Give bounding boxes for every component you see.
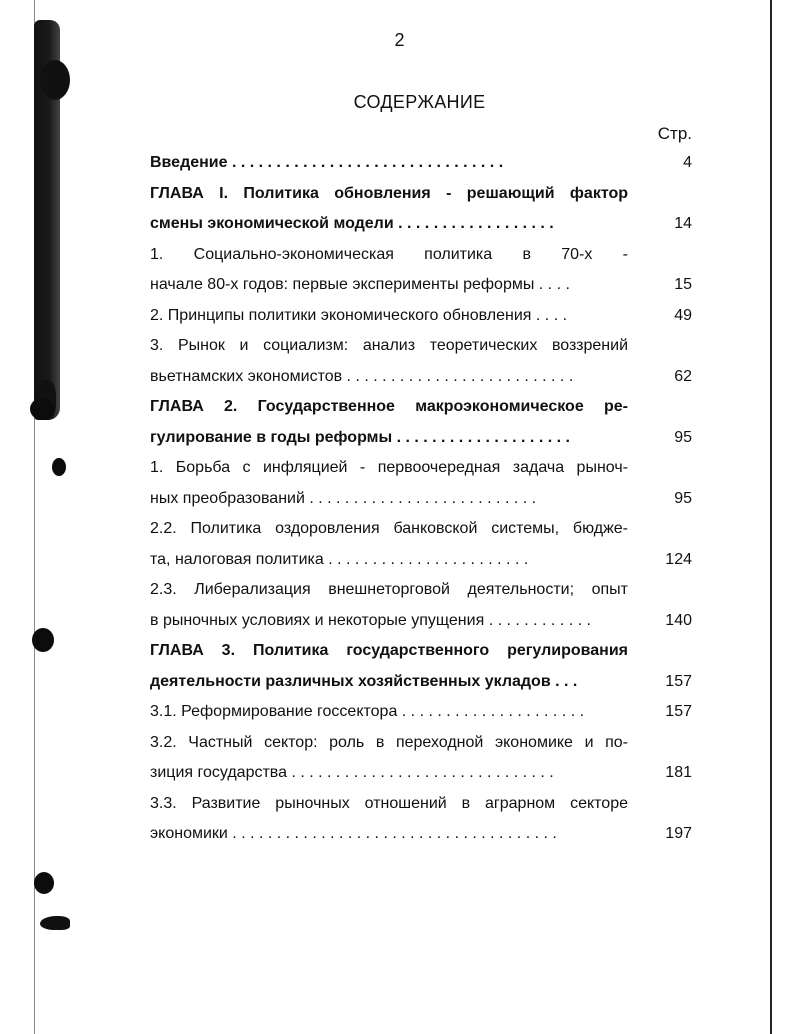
toc-entry (150, 789, 692, 850)
punch-hole (32, 628, 54, 652)
punch-hole (30, 398, 54, 420)
toc-page-number: 15 (674, 270, 692, 301)
toc-entry (150, 240, 692, 301)
ink-spot (52, 458, 66, 476)
toc-entry (150, 453, 692, 514)
toc-page-number: 95 (674, 423, 692, 454)
toc-entry-line: экономики . . . . . . . . . . . . . . . . . . . . . . . . . . . . . . . . . . . . . 197 (150, 819, 692, 850)
toc-entry-line: 2.3. Либерализация внешнеторговой деятельности; опыт (150, 581, 628, 598)
toc-entry-line: 2. Принципы политики экономического обновления . . . . 49 (150, 301, 692, 332)
toc-entry-line: 3. Рынок и социализм: анализ теоретических воззрений (150, 337, 628, 354)
toc-page-number: 62 (674, 362, 692, 393)
page-number: 2 (394, 30, 405, 50)
toc-entry (150, 179, 692, 240)
contents-title: СОДЕРЖАНИЕ (353, 92, 486, 112)
toc-page-number: 181 (665, 758, 692, 789)
toc-entry (150, 301, 692, 332)
toc-entry-line: ГЛАВА 3. Политика государственного регулирования (150, 642, 628, 659)
toc-page-number: 197 (665, 819, 692, 850)
toc-entry (150, 148, 692, 179)
toc-page-number: 157 (665, 697, 692, 728)
toc-entry (150, 728, 692, 789)
page-column-header: Стр. (657, 124, 692, 143)
toc-page-number: 49 (674, 301, 692, 332)
toc-entry-line: 3.1. Реформирование госсектора . . . . . . . . . . . . . . . . . . . . . 157 (150, 697, 692, 728)
toc-entry-line: ГЛАВА 2. Государственное макроэкономическое ре- (150, 398, 628, 415)
toc-page-number: 124 (665, 545, 692, 576)
toc-entry-line: деятельности различных хозяйственных укладов . . . 157 (150, 667, 692, 698)
toc-page-number: 140 (665, 606, 692, 637)
toc-entry-line: гулирование в годы реформы . . . . . . . . . . . . . . . . . . . . 95 (150, 423, 692, 454)
toc-page-number: 14 (674, 209, 692, 240)
toc-page-number: 4 (683, 148, 692, 179)
toc-entry-line: начале 80-х годов: первые эксперименты реформы . . . . 15 (150, 270, 692, 301)
toc-entry-line: та, налоговая политика . . . . . . . . . . . . . . . . . . . . . . . 124 (150, 545, 692, 576)
toc-entry-line: 3.3. Развитие рыночных отношений в аграрном секторе (150, 794, 628, 812)
toc-entry-line: ных преобразований . . . . . . . . . . . . . . . . . . . . . . . . . . 95 (150, 484, 692, 515)
toc-entry-line: зиция государства . . . . . . . . . . . . . . . . . . . . . . . . . . . . . . 181 (150, 758, 692, 789)
toc-entry-line: в рыночных условиях и некоторые упущения . . . . . . . . . . . . 140 (150, 606, 692, 637)
toc-entry-line: 1. Борьба с инфляцией - первоочередная задача рыноч- (150, 459, 628, 476)
toc-entry (150, 697, 692, 728)
toc-entry (150, 331, 692, 392)
toc-entry (150, 392, 692, 453)
toc-entry-line: ГЛАВА I. Политика обновления - решающий фактор (150, 184, 628, 202)
toc-entry (150, 575, 692, 636)
toc-page-number: 157 (665, 667, 692, 698)
toc-entry (150, 514, 692, 575)
toc-entry-line: 3.2. Частный сектор: роль в переходной экономике и по- (150, 733, 628, 751)
ink-smudge (40, 916, 70, 930)
toc-entry-line: Введение . . . . . . . . . . . . . . . . . . . . . . . . . . . . . . . 4 (150, 148, 692, 179)
page-right-edge (770, 0, 772, 1034)
toc-entry-line: вьетнамских экономистов . . . . . . . . . . . . . . . . . . . . . . . . . . 62 (150, 362, 692, 393)
punch-hole (34, 872, 54, 894)
toc-entry-line: 1. Социально-экономическая политика в 70-х - (150, 245, 628, 263)
toc-page-number: 95 (674, 484, 692, 515)
toc-entry-line: смены экономической модели . . . . . . . . . . . . . . . . . . 14 (150, 209, 692, 240)
toc-entry (150, 636, 692, 697)
toc-entry-line: 2.2. Политика оздоровления банковской системы, бюдже- (150, 520, 628, 537)
